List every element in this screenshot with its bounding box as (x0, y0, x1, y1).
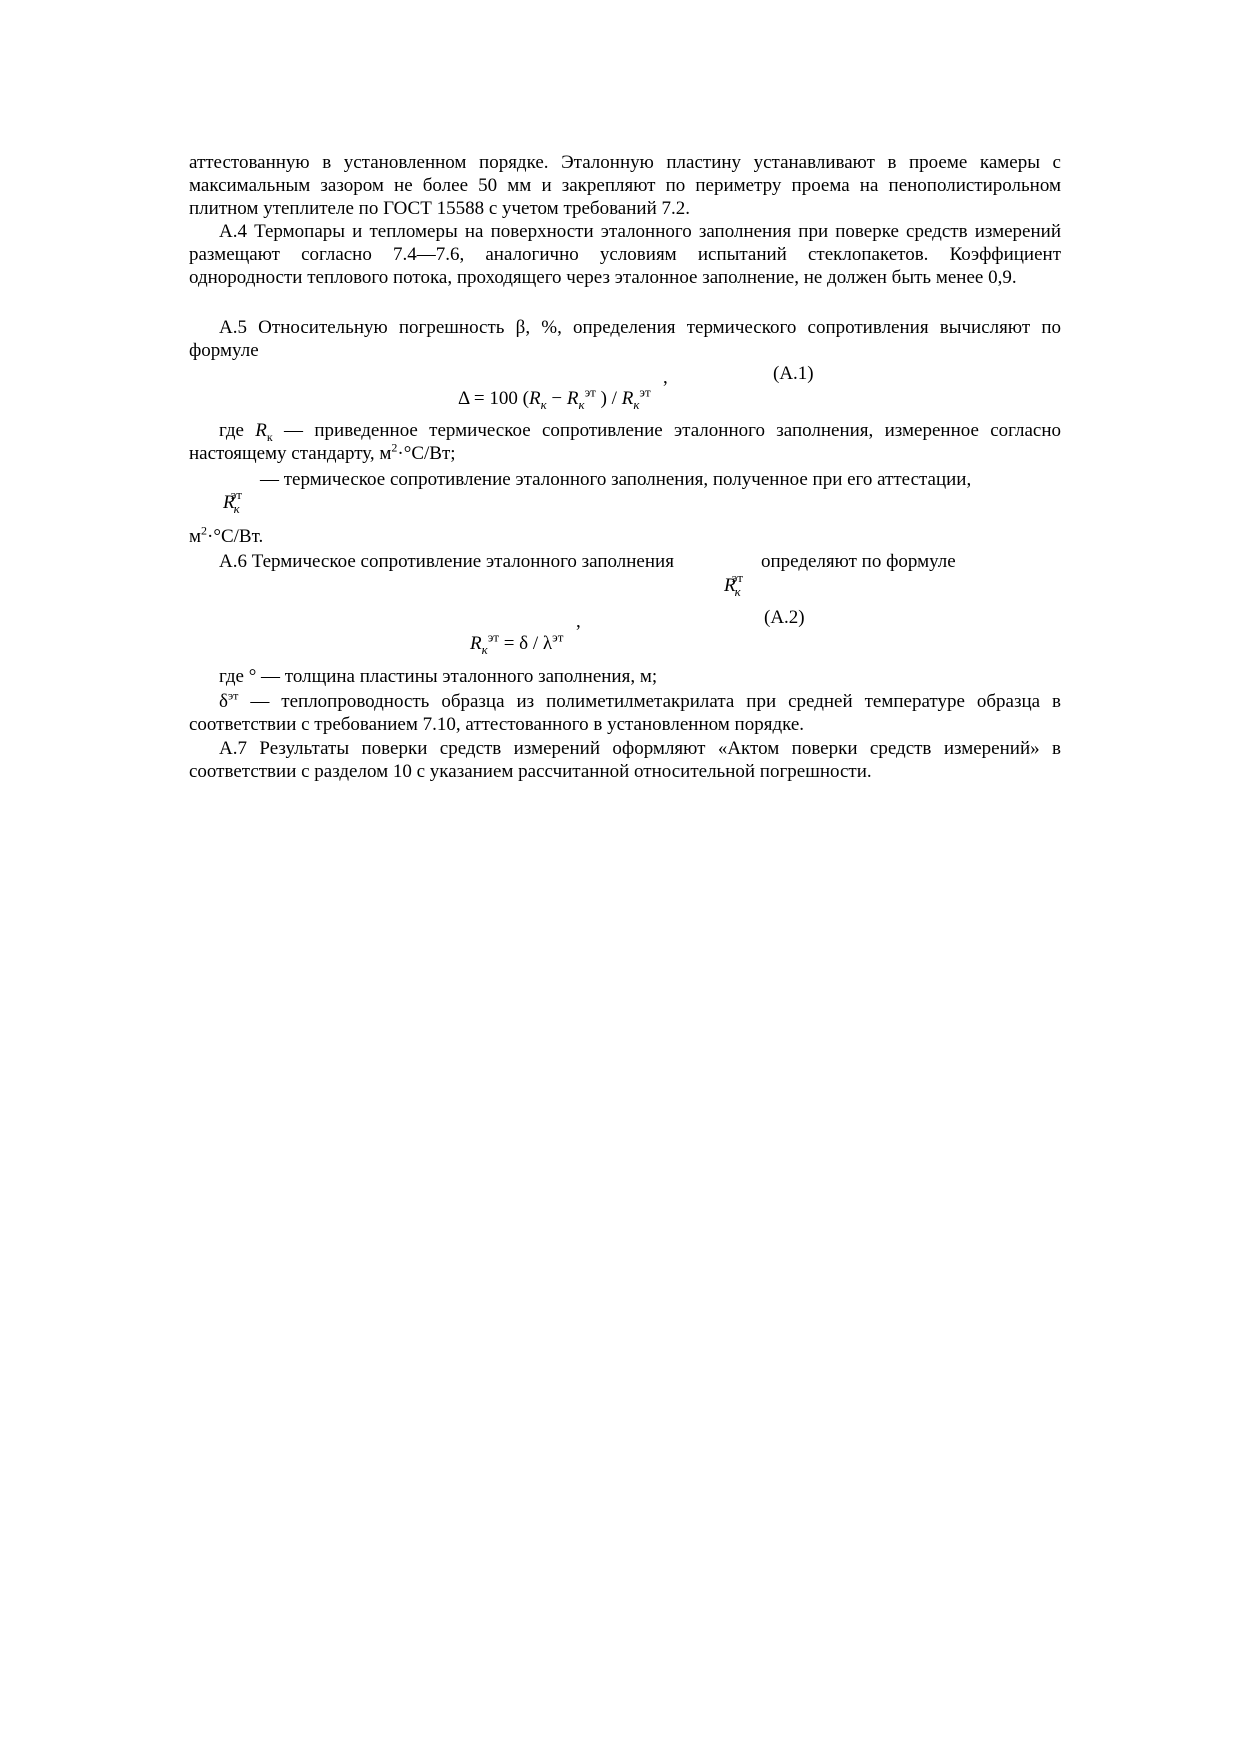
formula-a1: Δ = 100 ($R_к - R_к^{эт}$ ) / $R_к^{эт}$ (458, 384, 651, 412)
paragraph-where-rk: где $R_к$ — приведенное термическое сопротивление эталонного заполнения, измеренное согласно настоящему стандарту, $м^2\cdot^\circ С/Вт$; (189, 420, 1062, 464)
formula-a2-comma: , (576, 611, 581, 632)
paragraph-a7: А.7 Результаты поверки средств измерений оформляют «Актом поверки средств измерений» в соответствии с разделом 10 с указанием рассчитанной относительной погрешности. (189, 738, 1061, 782)
symbol-rk-et-a6: $R_к^{эт}$ (724, 570, 743, 599)
paragraph-continuation: аттестованную в установленном порядке. Эталонную пластину устанавливают в проеме камеры с максимальным зазором не более 50 мм и закрепляют по периметру проема на пенополистирольном плитном утеплителе по ГОСТ 15588 с учетом требований 7.2. (189, 152, 1061, 219)
paragraph-where-thickness: где ° — толщина пластины эталонного заполнения, м; (219, 666, 658, 687)
paragraph-a4: А.4 Термопары и тепломеры на поверхности эталонного заполнения при поверке средств измерений размещают согласно 7.4—7.6, аналогично условиям испытаний стеклопакетов. Коэффициент однородности теплового потока, проходящего через эталонное заполнение, не должен быть менее 0,9. (189, 221, 1061, 288)
symbol-rk-et: $R_к^{эт}$ (223, 487, 242, 516)
unit-line: $м^2\cdot^\circ С/Вт$. (189, 523, 264, 547)
paragraph-where-rk-et: — термическое сопротивление эталонного заполнения, полученное при его аттестации, (260, 469, 972, 490)
paragraph-a6-tail: определяют по формуле (761, 551, 956, 572)
paragraph-a6-lead: А.6 Термическое сопротивление эталонного заполнения (219, 551, 674, 572)
formula-a1-comma: , (663, 367, 668, 388)
paragraph-a5: А.5 Относительную погрешность β, %, определения термического сопротивления вычисляют по формуле (189, 317, 1061, 361)
formula-a2-number: (А.2) (764, 607, 805, 628)
formula-a1-number: (А.1) (773, 363, 814, 384)
paragraph-where-conductivity: $\delta^{эт}$ — теплопроводность образца из полиметилметакрилата при средней температуре образца в соответствии с требованием 7.10, аттестованного в установленном порядке. (189, 688, 1061, 735)
formula-a2: $R_к^{эт} = \delta / \lambda^{эт}$ (470, 629, 564, 657)
